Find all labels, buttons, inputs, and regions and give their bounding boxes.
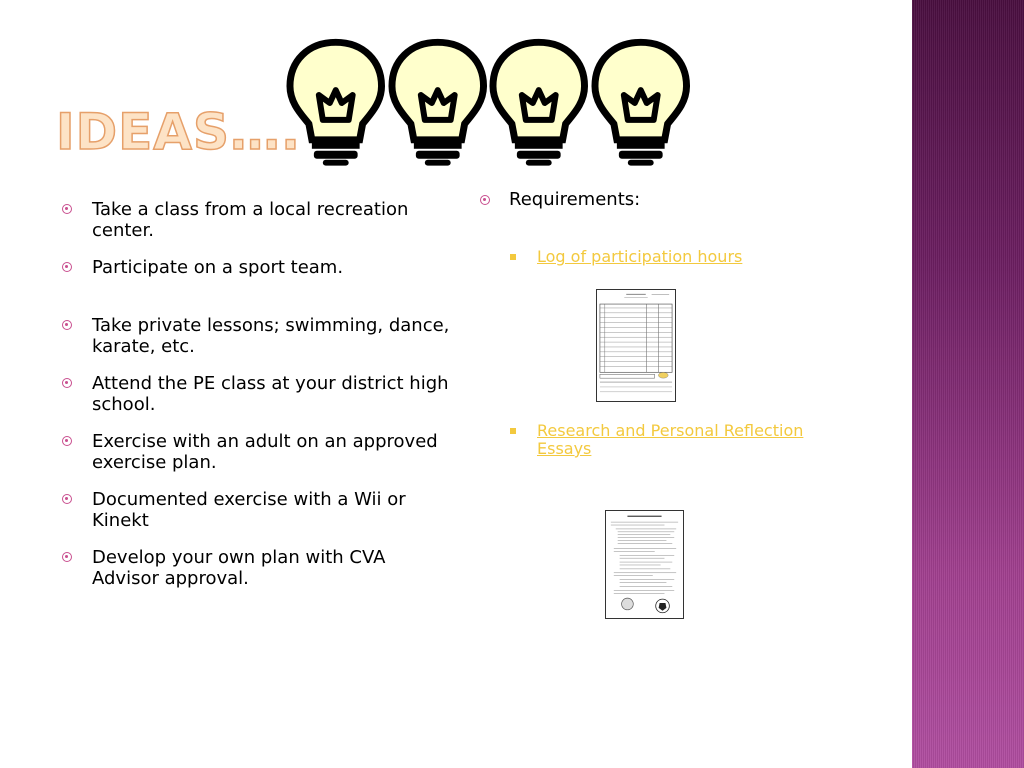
list-item-label: Documented exercise with a Wii or Kinekt [92,489,406,531]
lightbulb-icon [591,38,691,168]
participation-log-thumbnail [596,289,676,402]
bullet-icon [62,262,72,272]
list-item-label: Take private lessons; swimming, dance, karate, etc. [92,315,450,357]
bullet-icon [62,436,72,446]
lightbulb-icon [388,38,488,168]
list-item-label: Develop your own plan with CVA Advisor approval. [92,547,386,589]
list-item-label: Take a class from a local recreation center. [92,199,409,241]
square-bullet-icon [510,254,516,260]
list-item [60,199,450,257]
research-and-personal-reflection-essays-link[interactable]: Research and Personal Reflection Essays [537,421,804,458]
ideas-list [60,199,450,605]
bullet-icon [62,494,72,504]
requirements-heading [478,189,909,211]
list-item-label: Exercise with an adult on an approved exercise plan. [92,431,438,473]
list-item [60,489,450,547]
list-item [60,257,450,315]
square-bullet-icon [510,428,516,434]
requirements-label: Requirements: [509,189,641,210]
bullet-icon [480,195,490,205]
bullet-icon [62,320,72,330]
slide-title: IDEAS…. [56,103,301,161]
bullet-icon [62,204,72,214]
list-item [60,547,450,605]
requirement-item-essays [510,422,857,458]
requirement-item-log [510,248,857,266]
personal-enhancement-thumbnail [605,510,684,619]
lightbulb-icon [489,38,589,168]
list-item [60,431,450,489]
list-item-label: Attend the PE class at your district high school. [92,373,449,415]
list-item [60,373,450,431]
bullet-icon [62,552,72,562]
list-item-label: Participate on a sport team. [92,257,344,278]
log-of-participation-hours-link[interactable]: Log of participation hours [537,247,743,266]
bullet-icon [62,378,72,388]
lightbulb-row [286,38,690,168]
side-decorative-band [912,0,1024,768]
list-item [60,315,450,373]
lightbulb-icon [286,38,386,168]
